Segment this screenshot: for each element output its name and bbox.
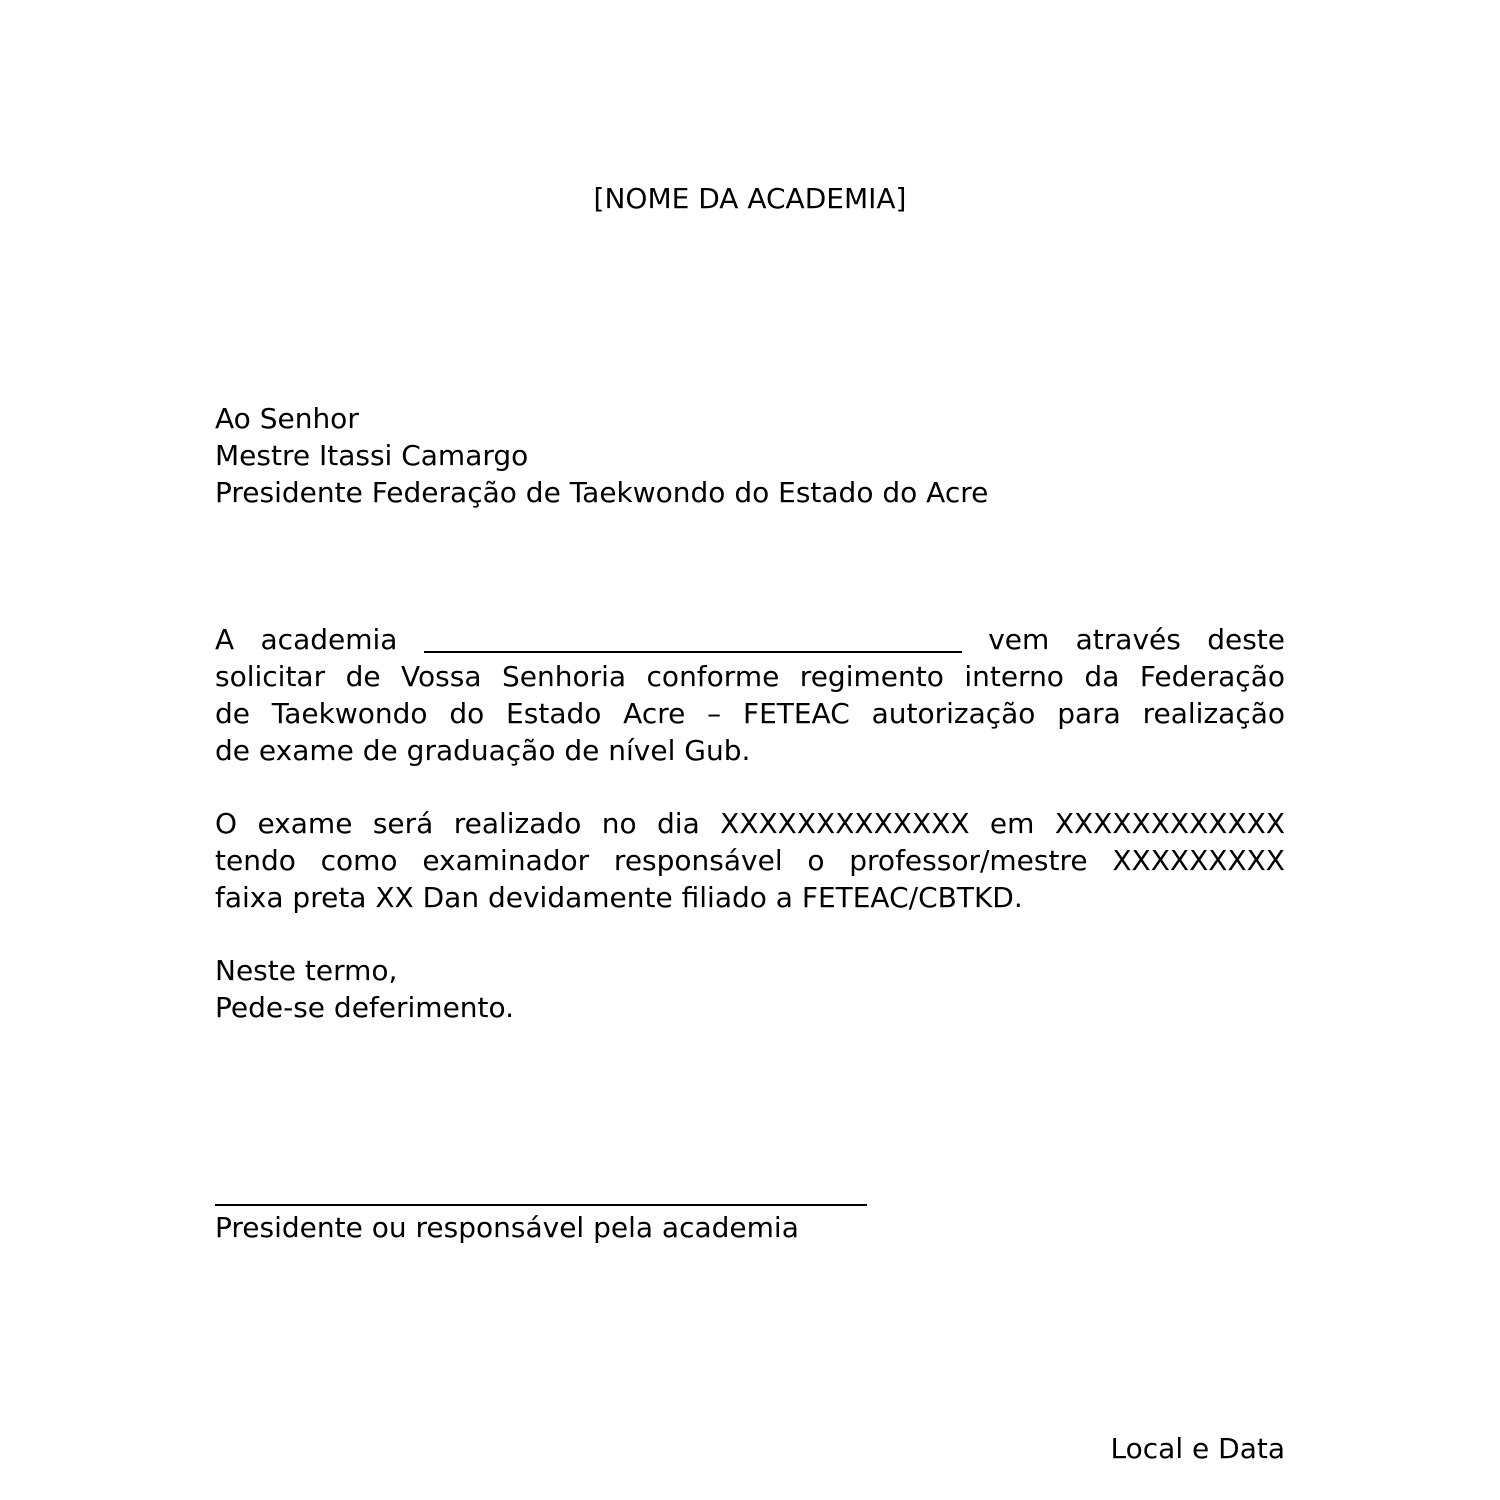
closing-line-1: Neste termo, [215,954,398,987]
addressee-block [215,400,988,511]
exam-line-2: tendo como examinador responsável o professor/mestre XXXXXXXXX [215,844,1285,877]
exam-line-1: O exame será realizado no dia XXXXXXXXXXXXX em XXXXXXXXXXXX [215,807,1285,840]
request-line-2: solicitar de Vossa Senhoria conforme regimento interno da Federação [215,660,1285,693]
academy-name-blank [424,629,962,653]
local-and-date: Local e Data [1110,1432,1285,1465]
addressee-name: Mestre Itassi Camargo [215,439,529,472]
request-line-4: de exame de graduação de nível Gub. [215,734,751,767]
request-line-1-end: vem através deste [988,623,1285,656]
request-line-1-start: A academia [215,623,398,656]
closing-line-2: Pede-se deferimento. [215,991,515,1024]
academy-name-title: [NOME DA ACADEMIA] [593,182,907,215]
request-paragraph [215,621,1285,769]
closing-block [215,952,514,1026]
signature-line [215,1204,867,1206]
request-line-3: de Taekwondo do Estado Acre – FETEAC autorização para realização [215,697,1285,730]
exam-paragraph [215,805,1285,916]
request-line-1 [215,621,1285,658]
addressee-salutation: Ao Senhor [215,402,359,435]
exam-line-3: faixa preta XX Dan devidamente filiado a FETEAC/CBTKD. [215,881,1023,914]
signature-label: Presidente ou responsável pela academia [215,1211,799,1244]
addressee-title: Presidente Federação de Taekwondo do Estado do Acre [215,476,989,509]
